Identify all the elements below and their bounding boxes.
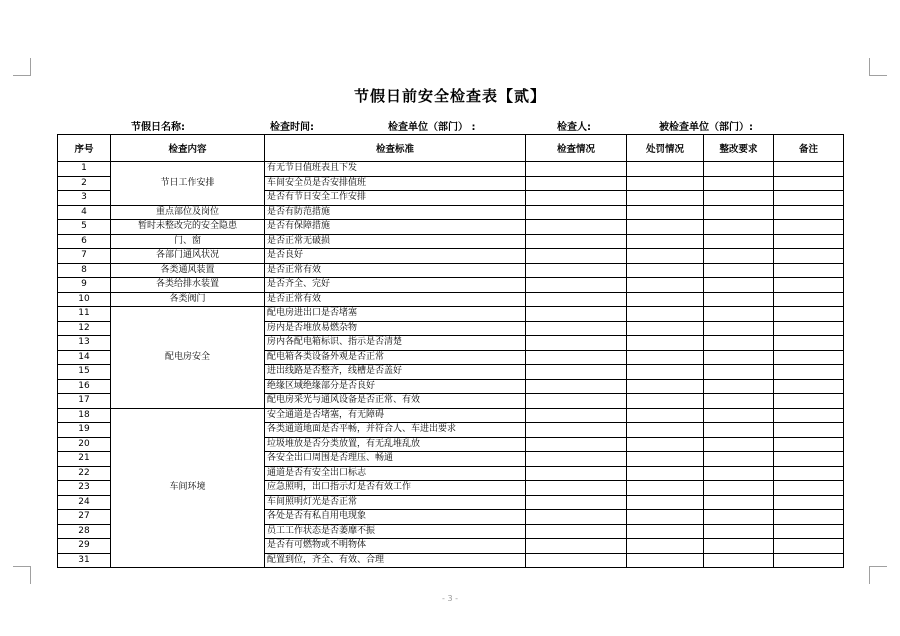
check-standard-cell: 进出线路是否整齐，线槽是否盖好 xyxy=(265,365,526,380)
check-result-cell[interactable] xyxy=(526,394,627,409)
check-standard-cell: 是否有保障措施 xyxy=(265,220,526,235)
remarks-cell[interactable] xyxy=(774,176,844,191)
check-standard-cell: 垃圾堆放是否分类放置，有无乱堆乱放 xyxy=(265,437,526,452)
row-number: 8 xyxy=(58,263,111,278)
check-result-cell[interactable] xyxy=(526,379,627,394)
row-number: 9 xyxy=(58,278,111,293)
rectification-cell[interactable] xyxy=(704,452,774,467)
penalty-cell[interactable] xyxy=(627,292,704,307)
holiday-name-label: 节假日名称: xyxy=(131,122,185,133)
table-row xyxy=(58,220,844,235)
check-result-cell[interactable] xyxy=(526,249,627,264)
remarks-cell[interactable] xyxy=(774,292,844,307)
row-number: 22 xyxy=(58,466,111,481)
rectification-cell[interactable] xyxy=(704,437,774,452)
row-number: 5 xyxy=(58,220,111,235)
penalty-cell[interactable] xyxy=(627,350,704,365)
check-standard-cell: 各类通道地面是否平畅，并符合人、车进出要求 xyxy=(265,423,526,438)
rectification-cell[interactable] xyxy=(704,307,774,322)
check-content-cell: 暂时未整改完的安全隐患 xyxy=(111,220,265,235)
crop-mark xyxy=(30,566,31,584)
check-content-cell: 车间环境 xyxy=(111,408,265,568)
row-number: 18 xyxy=(58,408,111,423)
rectification-cell[interactable] xyxy=(704,249,774,264)
rectification-cell[interactable] xyxy=(704,350,774,365)
remarks-cell[interactable] xyxy=(774,539,844,554)
check-content-cell: 配电房安全 xyxy=(111,307,265,409)
check-standard-cell: 房内各配电箱标识、指示是否清楚 xyxy=(265,336,526,351)
check-standard-cell: 是否有节日安全工作安排 xyxy=(265,191,526,206)
row-number: 24 xyxy=(58,495,111,510)
check-standard-cell: 通道是否有安全出口标志 xyxy=(265,466,526,481)
remarks-cell[interactable] xyxy=(774,307,844,322)
penalty-cell[interactable] xyxy=(627,278,704,293)
header-remarks: 备注 xyxy=(774,135,844,162)
rectification-cell[interactable] xyxy=(704,394,774,409)
check-standard-cell: 配置到位，齐全、有效、合理 xyxy=(265,553,526,568)
check-standard-cell: 各处是否有私自用电现象 xyxy=(265,510,526,525)
table-row xyxy=(58,162,844,177)
rectification-cell[interactable] xyxy=(704,205,774,220)
check-standard-cell: 是否正常有效 xyxy=(265,292,526,307)
row-number: 28 xyxy=(58,524,111,539)
remarks-cell[interactable] xyxy=(774,394,844,409)
check-result-cell[interactable] xyxy=(526,278,627,293)
check-standard-cell: 各安全出口周围是否理压、畅通 xyxy=(265,452,526,467)
rectification-cell[interactable] xyxy=(704,408,774,423)
penalty-cell[interactable] xyxy=(627,452,704,467)
inspection-table xyxy=(57,134,844,568)
row-number: 23 xyxy=(58,481,111,496)
remarks-cell[interactable] xyxy=(774,408,844,423)
remarks-cell[interactable] xyxy=(774,452,844,467)
check-standard-cell: 房内是否堆放易燃杂物 xyxy=(265,321,526,336)
penalty-cell[interactable] xyxy=(627,234,704,249)
remarks-cell[interactable] xyxy=(774,437,844,452)
row-number: 20 xyxy=(58,437,111,452)
penalty-cell[interactable] xyxy=(627,176,704,191)
remarks-cell[interactable] xyxy=(774,553,844,568)
rectification-cell[interactable] xyxy=(704,336,774,351)
remarks-cell[interactable] xyxy=(774,510,844,525)
check-result-cell[interactable] xyxy=(526,524,627,539)
check-result-cell[interactable] xyxy=(526,336,627,351)
check-result-cell[interactable] xyxy=(526,176,627,191)
checked-unit-label: 被检查单位（部门）: xyxy=(659,122,753,133)
row-number: 3 xyxy=(58,191,111,206)
penalty-cell[interactable] xyxy=(627,321,704,336)
check-standard-cell: 是否正常无破损 xyxy=(265,234,526,249)
check-result-cell[interactable] xyxy=(526,292,627,307)
penalty-cell[interactable] xyxy=(627,510,704,525)
remarks-cell[interactable] xyxy=(774,234,844,249)
check-content-cell: 节日工作安排 xyxy=(111,162,265,206)
check-standard-cell: 车间安全员是否安排值班 xyxy=(265,176,526,191)
row-number: 11 xyxy=(58,307,111,322)
penalty-cell[interactable] xyxy=(627,466,704,481)
crop-mark xyxy=(869,75,887,76)
check-standard-cell: 是否有可燃物或不明物体 xyxy=(265,539,526,554)
remarks-cell[interactable] xyxy=(774,466,844,481)
check-result-cell[interactable] xyxy=(526,539,627,554)
rectification-cell[interactable] xyxy=(704,466,774,481)
remarks-cell[interactable] xyxy=(774,263,844,278)
rectification-cell[interactable] xyxy=(704,365,774,380)
check-standard-cell: 车间照明灯光是否正常 xyxy=(265,495,526,510)
rectification-cell[interactable] xyxy=(704,495,774,510)
check-standard-cell: 安全通道是否堵塞，有无障碍 xyxy=(265,408,526,423)
check-standard-cell: 绝缘区域绝缘部分是否良好 xyxy=(265,379,526,394)
rectification-cell[interactable] xyxy=(704,278,774,293)
table-row xyxy=(58,408,844,423)
check-result-cell[interactable] xyxy=(526,437,627,452)
rectification-cell[interactable] xyxy=(704,162,774,177)
check-unit-label: 检查单位（部门） : xyxy=(388,122,476,133)
penalty-cell[interactable] xyxy=(627,307,704,322)
check-result-cell[interactable] xyxy=(526,162,627,177)
check-result-cell[interactable] xyxy=(526,466,627,481)
table-body xyxy=(58,162,844,568)
row-number: 4 xyxy=(58,205,111,220)
penalty-cell[interactable] xyxy=(627,220,704,235)
check-result-cell[interactable] xyxy=(526,350,627,365)
check-standard-cell: 是否正常有效 xyxy=(265,263,526,278)
penalty-cell[interactable] xyxy=(627,249,704,264)
crop-mark xyxy=(13,566,31,567)
check-standard-cell: 配电房进出口是否堵塞 xyxy=(265,307,526,322)
check-result-cell[interactable] xyxy=(526,481,627,496)
check-content-cell: 门、窗 xyxy=(111,234,265,249)
check-result-cell[interactable] xyxy=(526,553,627,568)
row-number: 21 xyxy=(58,452,111,467)
rectification-cell[interactable] xyxy=(704,379,774,394)
remarks-cell[interactable] xyxy=(774,365,844,380)
check-result-cell[interactable] xyxy=(526,423,627,438)
row-number: 29 xyxy=(58,539,111,554)
check-content-cell: 重点部位及岗位 xyxy=(111,205,265,220)
check-time-label: 检查时间: xyxy=(270,122,314,133)
crop-mark xyxy=(869,566,887,567)
penalty-cell[interactable] xyxy=(627,205,704,220)
remarks-cell[interactable] xyxy=(774,249,844,264)
check-result-cell[interactable] xyxy=(526,191,627,206)
table-row xyxy=(58,278,844,293)
rectification-cell[interactable] xyxy=(704,524,774,539)
header-rectification: 整改要求 xyxy=(704,135,774,162)
penalty-cell[interactable] xyxy=(627,379,704,394)
table-row xyxy=(58,234,844,249)
check-content-cell: 各类给排水装置 xyxy=(111,278,265,293)
remarks-cell[interactable] xyxy=(774,495,844,510)
check-standard-cell: 有无节日值班表且下发 xyxy=(265,162,526,177)
check-result-cell[interactable] xyxy=(526,510,627,525)
remarks-cell[interactable] xyxy=(774,191,844,206)
penalty-cell[interactable] xyxy=(627,162,704,177)
penalty-cell[interactable] xyxy=(627,495,704,510)
row-number: 12 xyxy=(58,321,111,336)
penalty-cell[interactable] xyxy=(627,437,704,452)
remarks-cell[interactable] xyxy=(774,321,844,336)
table-row xyxy=(58,292,844,307)
crop-mark xyxy=(13,75,31,76)
table-row xyxy=(58,307,844,322)
check-result-cell[interactable] xyxy=(526,408,627,423)
row-number: 17 xyxy=(58,394,111,409)
remarks-cell[interactable] xyxy=(774,278,844,293)
crop-mark xyxy=(869,58,870,76)
inspector-label: 检查人: xyxy=(557,122,591,133)
penalty-cell[interactable] xyxy=(627,191,704,206)
row-number: 7 xyxy=(58,249,111,264)
page-title: 节假日前安全检查表【贰】 xyxy=(353,87,546,105)
row-number: 31 xyxy=(58,553,111,568)
check-result-cell[interactable] xyxy=(526,307,627,322)
check-result-cell[interactable] xyxy=(526,263,627,278)
check-result-cell[interactable] xyxy=(526,220,627,235)
check-result-cell[interactable] xyxy=(526,205,627,220)
header-no: 序号 xyxy=(58,135,111,162)
row-number: 2 xyxy=(58,176,111,191)
penalty-cell[interactable] xyxy=(627,481,704,496)
check-content-cell: 各类阀门 xyxy=(111,292,265,307)
check-standard-cell: 是否齐全、完好 xyxy=(265,278,526,293)
table-row xyxy=(58,263,844,278)
row-number: 16 xyxy=(58,379,111,394)
table-row xyxy=(58,205,844,220)
row-number: 19 xyxy=(58,423,111,438)
check-result-cell[interactable] xyxy=(526,365,627,380)
header-content: 检查内容 xyxy=(111,135,265,162)
check-standard-cell: 配电箱各类设备外观是否正常 xyxy=(265,350,526,365)
check-content-cell: 各部门通风状况 xyxy=(111,249,265,264)
remarks-cell[interactable] xyxy=(774,220,844,235)
rectification-cell[interactable] xyxy=(704,510,774,525)
penalty-cell[interactable] xyxy=(627,553,704,568)
rectification-cell[interactable] xyxy=(704,539,774,554)
check-standard-cell: 应急照明，出口指示灯是否有效工作 xyxy=(265,481,526,496)
check-standard-cell: 是否良好 xyxy=(265,249,526,264)
check-standard-cell: 配电房采光与通风设备是否正常、有效 xyxy=(265,394,526,409)
row-number: 27 xyxy=(58,510,111,525)
check-result-cell[interactable] xyxy=(526,321,627,336)
rectification-cell[interactable] xyxy=(704,553,774,568)
remarks-cell[interactable] xyxy=(774,205,844,220)
check-standard-cell: 是否有防范措施 xyxy=(265,205,526,220)
remarks-cell[interactable] xyxy=(774,423,844,438)
rectification-cell[interactable] xyxy=(704,292,774,307)
rectification-cell[interactable] xyxy=(704,481,774,496)
row-number: 1 xyxy=(58,162,111,177)
row-number: 15 xyxy=(58,365,111,380)
penalty-cell[interactable] xyxy=(627,539,704,554)
check-result-cell[interactable] xyxy=(526,234,627,249)
row-number: 10 xyxy=(58,292,111,307)
table-header-row xyxy=(58,135,844,162)
rectification-cell[interactable] xyxy=(704,191,774,206)
rectification-cell[interactable] xyxy=(704,263,774,278)
remarks-cell[interactable] xyxy=(774,336,844,351)
page-number: - 3 - xyxy=(442,594,458,603)
penalty-cell[interactable] xyxy=(627,263,704,278)
header-result: 检查情况 xyxy=(526,135,627,162)
remarks-cell[interactable] xyxy=(774,524,844,539)
remarks-cell[interactable] xyxy=(774,481,844,496)
check-result-cell[interactable] xyxy=(526,495,627,510)
rectification-cell[interactable] xyxy=(704,220,774,235)
penalty-cell[interactable] xyxy=(627,365,704,380)
remarks-cell[interactable] xyxy=(774,379,844,394)
remarks-cell[interactable] xyxy=(774,162,844,177)
penalty-cell[interactable] xyxy=(627,394,704,409)
rectification-cell[interactable] xyxy=(704,423,774,438)
header-standard: 检查标准 xyxy=(265,135,526,162)
remarks-cell[interactable] xyxy=(774,350,844,365)
rectification-cell[interactable] xyxy=(704,234,774,249)
check-content-cell: 各类通风装置 xyxy=(111,263,265,278)
penalty-cell[interactable] xyxy=(627,524,704,539)
check-result-cell[interactable] xyxy=(526,452,627,467)
check-standard-cell: 员工工作状态是否萎靡不振 xyxy=(265,524,526,539)
rectification-cell[interactable] xyxy=(704,176,774,191)
crop-mark xyxy=(869,566,870,584)
row-number: 14 xyxy=(58,350,111,365)
rectification-cell[interactable] xyxy=(704,321,774,336)
row-number: 6 xyxy=(58,234,111,249)
penalty-cell[interactable] xyxy=(627,408,704,423)
penalty-cell[interactable] xyxy=(627,423,704,438)
header-penalty: 处罚情况 xyxy=(627,135,704,162)
crop-mark xyxy=(30,58,31,76)
penalty-cell[interactable] xyxy=(627,336,704,351)
table-row xyxy=(58,249,844,264)
row-number: 13 xyxy=(58,336,111,351)
